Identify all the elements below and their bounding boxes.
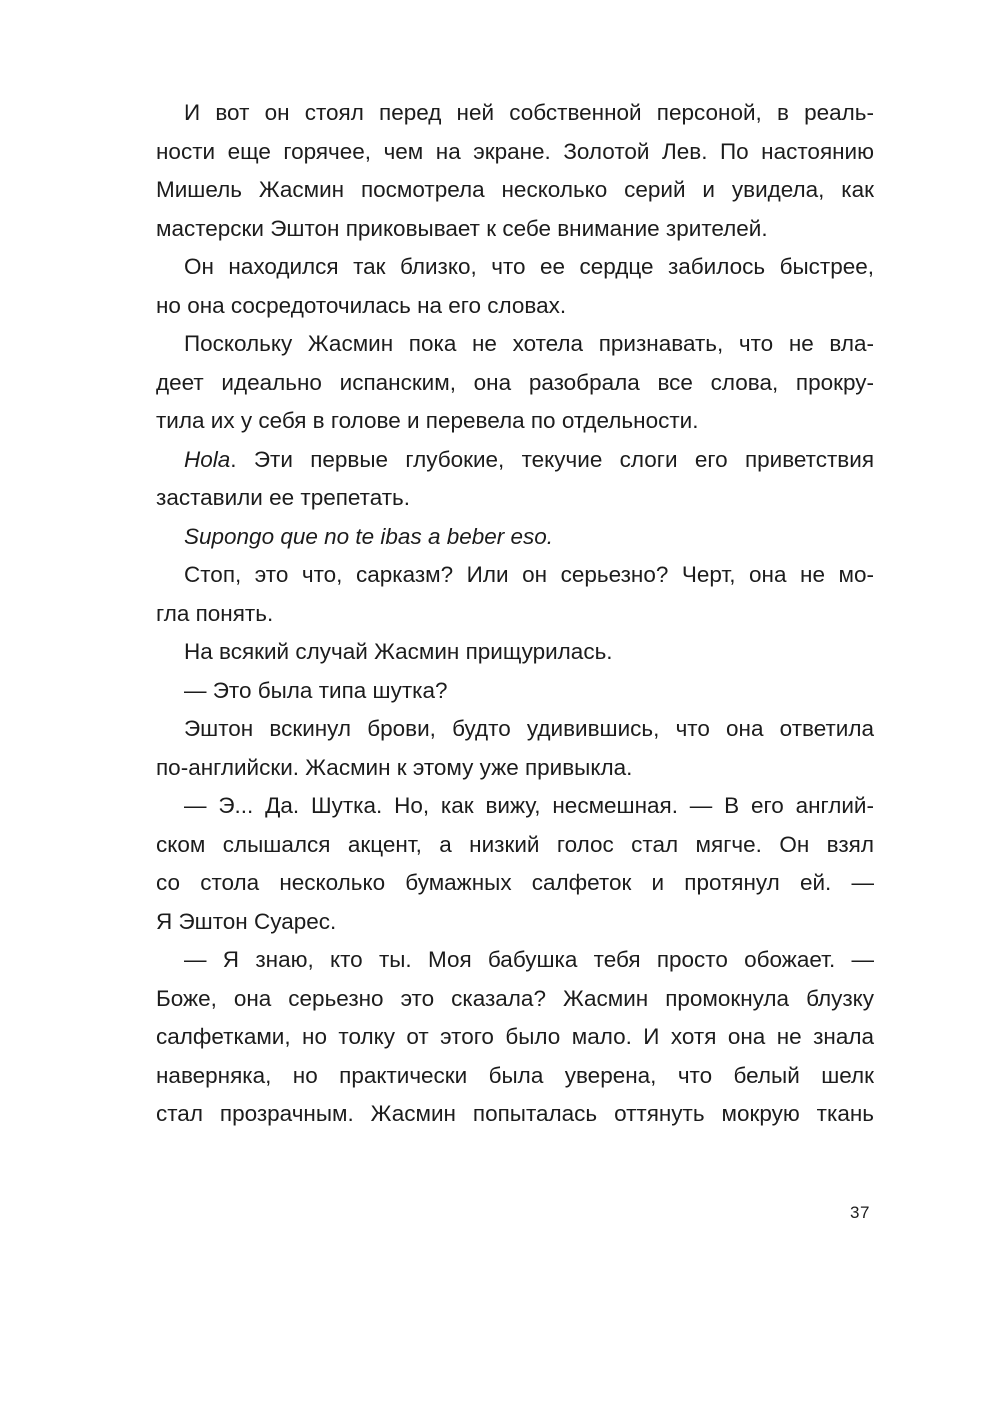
text-line: Поскольку Жасмин пока не хотела признавать, что не вла- — [184, 331, 874, 356]
text-line: — Я знаю, кто ты. Моя бабушка тебя просто обожает. — — [184, 947, 874, 972]
paragraph — [156, 710, 874, 787]
text-line: Боже, она серьезно это сказала? Жасмин промокнула блузку — [156, 985, 874, 1011]
text-fragment: . Эти первые глубокие, текучие слоги его приветствия — [230, 446, 874, 472]
text-line: И вот он стоял перед ней собственной персоной, в реаль- — [184, 100, 874, 125]
text-line: Он находился так близко, что ее сердце забилось быстрее, — [184, 254, 874, 279]
paragraph — [156, 633, 874, 672]
text-line: тила их у себя в голове и перевела по отдельности. — [156, 408, 699, 433]
text-line: Стоп, это что, сарказм? Или он серьезно? Черт, она не мо- — [184, 562, 874, 587]
paragraph — [156, 941, 874, 1134]
text-line: ности еще горячее, чем на экране. Золотой Лев. По настоянию — [156, 138, 874, 164]
text-line: Эштон вскинул брови, будто удивившись, что она ответила — [184, 716, 874, 741]
italic-line: Supongo que no te ibas a beber eso. — [184, 523, 554, 549]
text-line: гла понять. — [156, 600, 274, 626]
text-line: Я Эштон Суарес. — [156, 908, 337, 934]
text-line: наверняка, но практически была уверена, что белый шелк — [156, 1062, 874, 1088]
paragraph — [156, 441, 874, 518]
page-number: 37 — [850, 1203, 870, 1222]
paragraph — [156, 94, 874, 248]
text-line: со стола несколько бумажных салфеток и протянул ей. — — [156, 870, 874, 895]
text-line: На всякий случай Жасмин прищурилась. — [184, 639, 613, 664]
paragraph — [156, 787, 874, 941]
paragraph — [156, 325, 874, 441]
body-text — [156, 94, 874, 1134]
text-line: ском слышался акцент, а низкий голос стал мягче. Он взял — [156, 831, 874, 857]
paragraph — [156, 248, 874, 325]
text-line: по-английски. Жасмин к этому уже привыкла. — [156, 754, 633, 780]
text-line: но она сосредоточилась на его словах. — [156, 292, 567, 318]
italic-word: Hola — [184, 446, 231, 472]
paragraph — [156, 672, 874, 711]
text-line: — Это была типа шутка? — [184, 677, 448, 703]
text-line: мастерски Эштон приковывает к себе внимание зрителей. — [156, 215, 768, 241]
text-line: стал прозрачным. Жасмин попыталась оттянуть мокрую ткань — [156, 1101, 874, 1126]
text-line — [156, 441, 874, 480]
text-line: деет идеально испанским, она разобрала все слова, прокру- — [156, 369, 874, 395]
text-line: заставили ее трепетать. — [156, 485, 411, 510]
paragraph — [156, 518, 874, 557]
paragraph — [156, 556, 874, 633]
text-line: Мишель Жасмин посмотрела несколько серий и увидела, как — [156, 177, 874, 202]
text-line: — Э... Да. Шутка. Но, как вижу, несмешная. — В его англий- — [184, 793, 874, 818]
text-line: салфетками, но толку от этого было мало. И хотя она не знала — [156, 1024, 874, 1049]
